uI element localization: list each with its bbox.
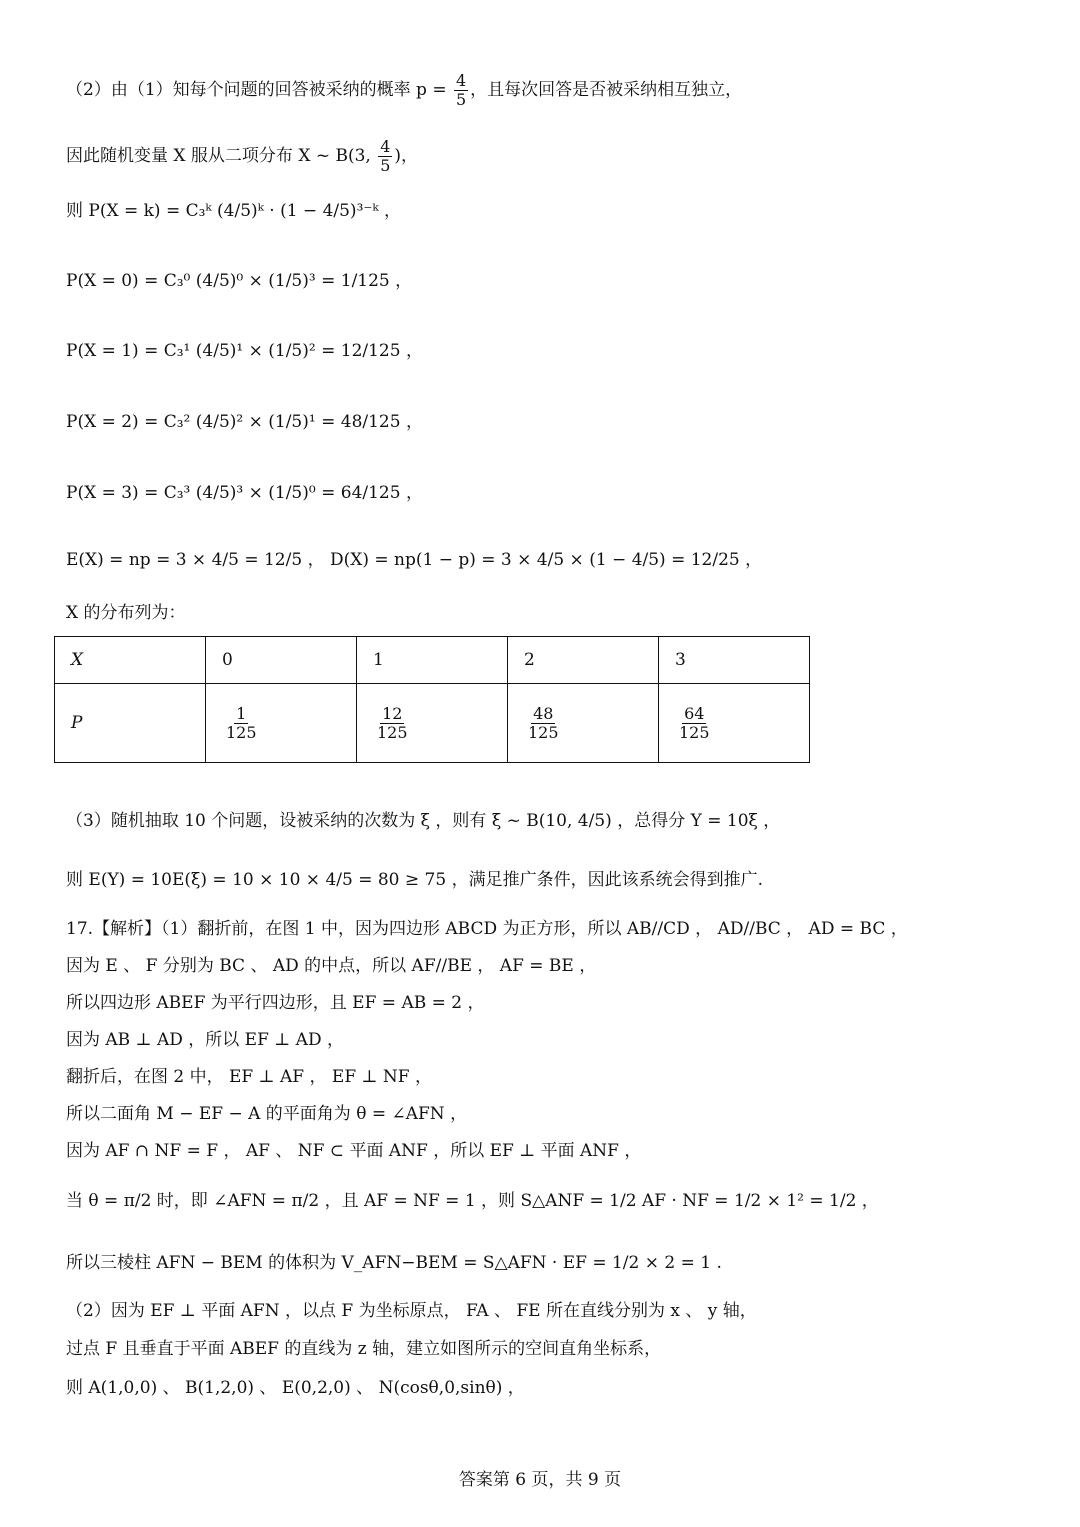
text-line-5: P(X = 1) = C₃¹ (4/5)¹ × (1/5)² = 12/125 ，: [66, 341, 423, 361]
text-line-7: P(X = 3) = C₃³ (4/5)³ × (1/5)⁰ = 64/125 ，: [66, 483, 423, 503]
fraction: $\frac{1}{125}$: [226, 703, 257, 742]
fraction: $\frac{48}{125}$: [528, 703, 559, 742]
text-line-8: E(X) = np = 3 × 4/5 = 12/5 ， D(X) = np(1 − p) = 3 × 4/5 × (1 − 4/5) = 12/25 ，: [66, 550, 763, 570]
text-line-18: 因为 AF ∩ NF = F ， AF 、 NF ⊂ 平面 ANF ，所以 EF ⊥ 平面 ANF ，: [66, 1141, 642, 1161]
table-cell: [206, 684, 357, 763]
text-line-11: 则 E(Y) = 10E(ξ) = 10 × 10 × 4/5 = 80 ≥ 75 ，满足推广条件，因此该系统会得到推广.: [66, 870, 763, 890]
text-line-14: 所以四边形 ABEF 为平行四边形，且 EF = AB = 2 ，: [66, 993, 485, 1013]
text-line-17: 所以二面角 M − EF − A 的平面角为 θ = ∠AFN ，: [66, 1104, 468, 1124]
table-cell: X: [55, 637, 206, 684]
table-cell: [357, 684, 508, 763]
text-line-9: X 的分布列为：: [66, 603, 186, 623]
table-cell: 0: [206, 637, 357, 684]
distribution-table: [54, 636, 810, 763]
text-line-19: 当 θ = π/2 时，即 ∠AFN = π/2 ，且 AF = NF = 1 ，则 S△ANF = 1/2 AF · NF = 1/2 × 1² = 1/2 ，: [66, 1191, 879, 1211]
text-line-3: 则 P(X = k) = C₃ᵏ (4/5)ᵏ · (1 − 4/5)³⁻ᵏ ，: [66, 201, 401, 221]
table-cell: [508, 684, 659, 763]
fraction: $\frac{12}{125}$: [377, 703, 408, 742]
fraction: $\frac{4}{5}$: [455, 71, 467, 109]
table-row: [55, 637, 810, 684]
text-line-10: （3）随机抽取 10 个问题，设被采纳的次数为 ξ ，则有 ξ ~ B(10, 4/5) ，总得分 Y = 10ξ ，: [66, 811, 781, 831]
table-cell: 3: [659, 637, 810, 684]
text-line-1: （2）由（1）知每个问题的回答被采纳的概率 p = $\frac{4}{5}$ ，且每次回答是否被采纳相互独立，: [66, 71, 743, 109]
text-line-21: （2）因为 EF ⊥ 平面 AFN ，以点 F 为坐标原点， FA 、 FE 所在直线分别为 x 、 y 轴，: [66, 1301, 757, 1321]
table-cell: 1: [357, 637, 508, 684]
fraction: $\frac{64}{125}$: [679, 703, 710, 742]
fraction: $\frac{4}{5}$: [380, 137, 391, 175]
table-cell: [659, 684, 810, 763]
text-line-12: 17.【解析】（1）翻折前，在图 1 中，因为四边形 ABCD 为正方形，所以 AB//CD ， AD//BC ， AD = BC ，: [66, 919, 908, 939]
text-line-16: 翻折后，在图 2 中， EF ⊥ AF ， EF ⊥ NF ，: [66, 1067, 432, 1087]
page-footer: 答案第 6 页，共 9 页: [458, 1470, 622, 1490]
text-line-20: 所以三棱柱 AFN − BEM 的体积为 V_AFN−BEM = S△AFN · EF = 1/2 × 2 = 1 .: [66, 1253, 722, 1273]
text-line-2: 因此随机变量 X 服从二项分布 X ~ B(3, $\frac{4}{5}$ )，: [66, 137, 419, 175]
text-line-13: 因为 E 、 F 分别为 BC 、 AD 的中点，所以 AF//BE ， AF = BE ，: [66, 956, 597, 976]
text-line-23: 则 A(1,0,0) 、 B(1,2,0) 、 E(0,2,0) 、 N(cosθ,0,sinθ) ，: [66, 1378, 525, 1398]
table-row: [55, 684, 810, 763]
text-line-15: 因为 AB ⊥ AD ，所以 EF ⊥ AD ，: [66, 1030, 344, 1050]
text-line-4: P(X = 0) = C₃⁰ (4/5)⁰ × (1/5)³ = 1/125 ，: [66, 271, 413, 291]
table-cell: P: [55, 684, 206, 763]
text-line-22: 过点 F 且垂直于平面 ABEF 的直线为 z 轴，建立如图所示的空间直角坐标系，: [66, 1339, 662, 1359]
text-line-6: P(X = 2) = C₃² (4/5)² × (1/5)¹ = 48/125 ，: [66, 412, 423, 432]
table-cell: 2: [508, 637, 659, 684]
